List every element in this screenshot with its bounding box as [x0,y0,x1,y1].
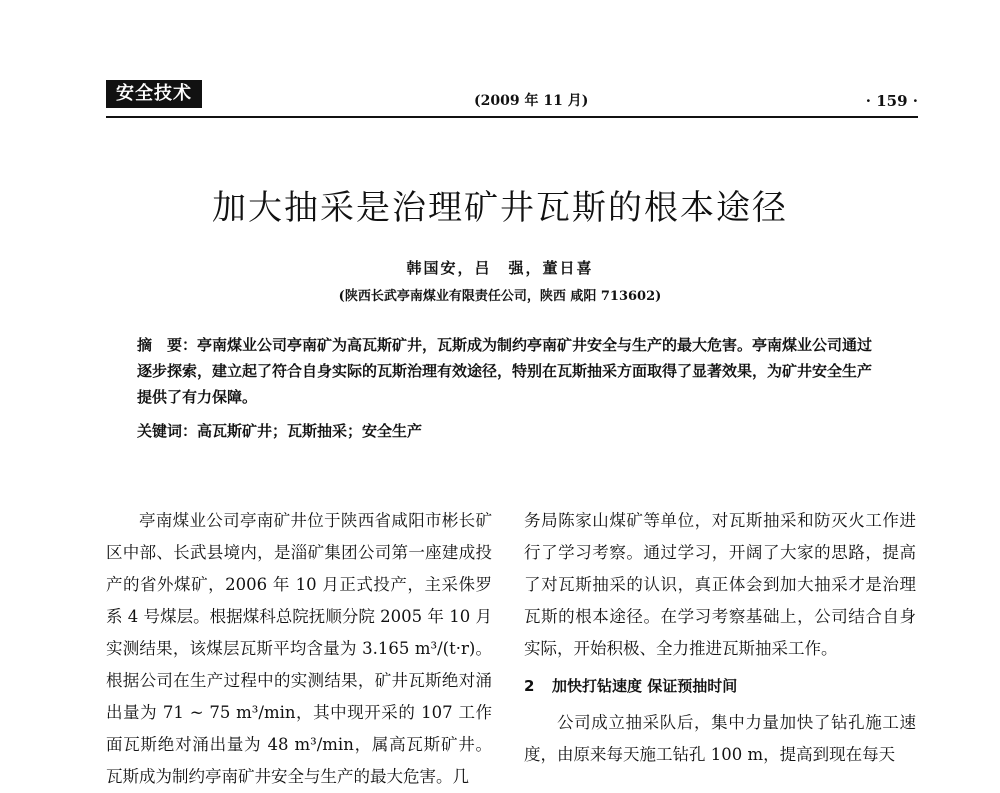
body-column-right [524,505,916,771]
abstract-label: 摘 要： [137,336,198,354]
body-paragraph: 亭南煤业公司亭南矿井位于陕西省咸阳市彬长矿区中部、长武县境内，是淄矿集团公司第一座建成投产的省外煤矿，2006 年 10 月正式投产，主采侏罗系 4 号煤层。根据煤科总院抚顺分院 2005 年 10 月实测结果，该煤层瓦斯平均含量为 3.165 m³/(t·r)。根据公司在生产过程中的实测结果，矿井瓦斯绝对涌出量为 71 ~ 75 m³/min，其中现开采的 107 工作面瓦斯绝对涌出量为 48 m³/min，属高瓦斯矿井。瓦斯成为制约亭南矿井安全与生产的最大危害。几 [106,511,492,786]
issue-date: (2009 年 11 月) [474,93,589,109]
body-column-left [106,505,492,793]
body-paragraph-continued: 务局陈家山煤矿等单位，对瓦斯抽采和防灭火工作进行了学习考察。通过学习，开阔了大家的思路，提高了对瓦斯抽采的认识，真正体会到加大抽采才是治理瓦斯的根本途径。在学习考察基础上，公司结合自身实际，开始积极、全力推进瓦斯抽采工作。 [524,511,916,658]
abstract [137,332,877,410]
keywords-text: 高瓦斯矿井；瓦斯抽采；安全生产 [197,422,423,440]
section-tag: 安全技术 [106,80,202,108]
article-authors: 韩国安，吕 强，董日喜 [406,259,594,277]
section-title: 加快打钻速度 保证预抽时间 [552,677,738,695]
header-rule [106,116,918,118]
keywords-label: 关键词： [137,422,198,440]
keywords [137,418,877,444]
page-number: · 159 · [865,92,918,110]
article-title: 加大抽采是治理矿井瓦斯的根本途径 [212,188,788,228]
section-number: 2 [524,677,535,695]
body-paragraph: 公司成立抽采队后，集中力量加快了钻孔施工速度，由原来每天施工钻孔 100 m，提高到现在每天 [524,713,916,764]
abstract-text: 亭南煤业公司亭南矿为高瓦斯矿井，瓦斯成为制约亭南矿井安全与生产的最大危害。亭南煤业公司通过逐步探索，建立起了符合自身实际的瓦斯治理有效途径，特别在瓦斯抽采方面取得了显著效果，为矿井安全生产提供了有力保障。 [137,336,873,406]
section-heading [524,670,916,702]
author-affiliation: (陕西长武亭南煤业有限责任公司，陕西 咸阳 713602) [338,289,662,304]
